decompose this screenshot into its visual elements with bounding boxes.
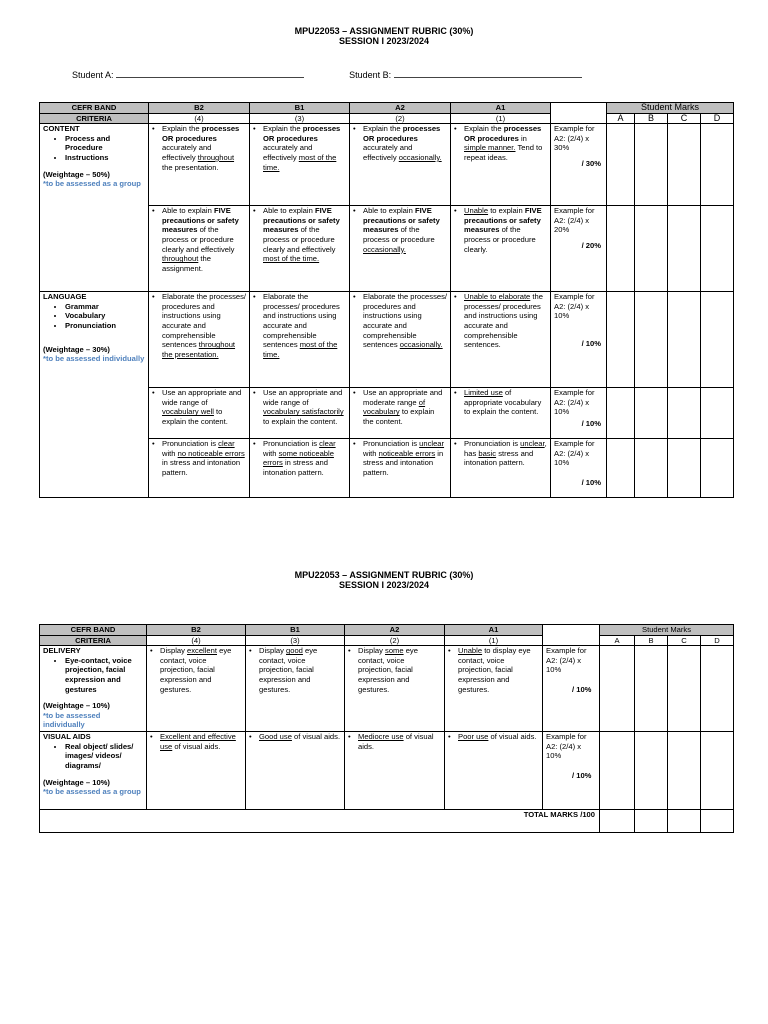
mark-input-c[interactable] — [668, 732, 701, 810]
descriptor-cell: • Pronunciation is clear with no noticeable errors in stress and intonation pattern. — [149, 439, 250, 498]
descriptor-cell: • Elaborate the processes/ procedures and instructions using accurate and comprehensible sentences occasionally. — [350, 292, 451, 388]
criterion-weightage: (Weightage – 10%) — [43, 777, 110, 787]
mark-input-b[interactable] — [635, 124, 668, 206]
criteria-header: CRITERIA — [40, 113, 149, 124]
rubric-title-2: MPU22053 – ASSIGNMENT RUBRIC (30%) — [294, 570, 474, 580]
example-score: / 10% — [581, 477, 601, 487]
criterion-title: VISUAL AIDS — [43, 732, 91, 742]
score-a2: (2) — [350, 113, 451, 124]
descriptor-cell: • Poor use of visual aids. — [445, 732, 543, 810]
mark-input-b[interactable] — [635, 732, 668, 810]
example-score: / 20% — [581, 240, 601, 250]
mark-input-d[interactable] — [701, 439, 734, 498]
descriptor-cell: • Unable to elaborate the processes/ procedures and instructions using accurate and comprehensible sentences. — [451, 292, 551, 388]
marks-col-c: C — [668, 113, 701, 124]
criterion-visual-aids — [40, 732, 147, 810]
descriptor-cell: • Elaborate the processes/ procedures and instructions using accurate and comprehensible sentences throughout the presentation. — [149, 292, 250, 388]
total-marks-label: TOTAL MARKS /100 — [40, 810, 600, 833]
criterion-note: *to be assessed as a group — [43, 179, 141, 189]
mark-input-a[interactable] — [607, 388, 635, 439]
criterion-item: • Vocabulary — [65, 311, 145, 321]
mark-input-b[interactable] — [635, 292, 668, 388]
criterion-content — [40, 124, 149, 292]
criterion-item: • Pronunciation — [65, 321, 145, 331]
student-a-line[interactable] — [116, 69, 304, 78]
mark-input-d[interactable] — [701, 206, 734, 292]
cefr-band-header: CEFR BAND — [40, 625, 147, 636]
descriptor-cell: • Mediocre use of visual aids. — [345, 732, 445, 810]
example-header-blank — [543, 625, 600, 646]
band-b1: B1 — [246, 625, 345, 636]
criterion-title: LANGUAGE — [43, 292, 87, 302]
criterion-title: CONTENT — [43, 124, 80, 134]
student-b-line[interactable] — [394, 69, 582, 78]
descriptor-cell: • Use an appropriate and wide range of vocabulary well to explain the content. — [149, 388, 250, 439]
total-mark-c[interactable] — [668, 810, 701, 833]
example-score: / 10% — [572, 684, 592, 694]
total-mark-d[interactable] — [701, 810, 734, 833]
mark-input-c[interactable] — [668, 388, 701, 439]
descriptor-cell: • Explain the processes OR procedures accurately and effectively most of the time. — [250, 124, 350, 206]
descriptor-cell: • Use an appropriate and wide range of vocabulary satisfactorily to explain the content. — [250, 388, 350, 439]
mark-input-b[interactable] — [635, 439, 668, 498]
example-score: / 30% — [581, 158, 601, 168]
example-score: / 10% — [581, 338, 601, 348]
marks-col-a: A — [600, 635, 635, 646]
mark-input-c[interactable] — [668, 124, 701, 206]
criterion-title: DELIVERY — [43, 646, 81, 656]
mark-input-a[interactable] — [607, 206, 635, 292]
descriptor-cell: • Explain the processes OR procedures accurately and effectively throughout the presentation. — [149, 124, 250, 206]
mark-input-c[interactable] — [668, 646, 701, 732]
descriptor-cell: • Elaborate the processes/ procedures and instructions using accurate and comprehensible sentences most of the time. — [250, 292, 350, 388]
criteria-header: CRITERIA — [40, 635, 147, 646]
score-b2: (4) — [147, 635, 246, 646]
student-fields — [72, 69, 692, 81]
band-b2: B2 — [149, 103, 250, 114]
example-header-blank — [551, 103, 607, 124]
criterion-note: *to be assessed individually — [43, 710, 101, 730]
descriptor-cell: • Use an appropriate and moderate range of vocabulary to explain the content. — [350, 388, 451, 439]
example-cell: Example for A2: (2/4) x 10% / 10% — [551, 388, 607, 439]
band-b2: B2 — [147, 625, 246, 636]
session-title-2: SESSION I 2023/2024 — [338, 580, 430, 590]
descriptor-cell: • Limited use of appropriate vocabulary to explain the content. — [451, 388, 551, 439]
example-cell: Example for A2: (2/4) x 10% / 10% — [551, 292, 607, 388]
score-a1: (1) — [445, 635, 543, 646]
rubric-table-1 — [39, 102, 734, 498]
criterion-note: *to be assessed individually — [43, 354, 145, 364]
marks-col-a: A — [607, 113, 635, 124]
criterion-note: *to be assessed as a group — [43, 787, 141, 797]
criterion-weightage: (Weightage – 10%) — [43, 701, 110, 711]
score-a1: (1) — [451, 113, 551, 124]
descriptor-cell: • Display excellent eye contact, voice projection, facial expression and gestures. — [147, 646, 246, 732]
mark-input-b[interactable] — [635, 646, 668, 732]
example-score: / 10% — [581, 418, 601, 428]
band-a2: A2 — [350, 103, 451, 114]
descriptor-cell: • Pronunciation is clear with some noticeable errors in stress and intonation pattern. — [250, 439, 350, 498]
example-cell: Example for A2: (2/4) x 10% / 10% — [551, 439, 607, 498]
criterion-language — [40, 292, 149, 498]
example-cell: Example for A2: (2/4) x 30% / 30% — [551, 124, 607, 206]
criterion-item: • Instructions — [65, 153, 145, 163]
score-b2: (4) — [149, 113, 250, 124]
example-cell: Example for A2: (2/4) x 10% / 10% — [543, 646, 600, 732]
mark-input-b[interactable] — [635, 388, 668, 439]
criterion-item: • Eye-contact, voice projection, facial expression and gestures — [65, 656, 143, 694]
criterion-weightage: (Weightage – 50%) — [43, 169, 110, 179]
mark-input-c[interactable] — [668, 292, 701, 388]
mark-input-d[interactable] — [701, 124, 734, 206]
total-mark-a[interactable] — [600, 810, 635, 833]
descriptor-cell: • Good use of visual aids. — [246, 732, 345, 810]
marks-col-d: D — [701, 113, 734, 124]
mark-input-d[interactable] — [701, 388, 734, 439]
total-mark-b[interactable] — [635, 810, 668, 833]
session-title-1: SESSION I 2023/2024 — [338, 36, 430, 46]
band-a1: A1 — [445, 625, 543, 636]
student-b-label: Student B: — [349, 70, 392, 80]
marks-col-b: B — [635, 113, 668, 124]
example-cell: Example for A2: (2/4) x 20% / 20% — [551, 206, 607, 292]
criterion-weightage: (Weightage – 30%) — [43, 344, 110, 354]
mark-input-a[interactable] — [600, 732, 635, 810]
rubric-table-2 — [39, 624, 734, 833]
descriptor-cell: • Explain the processes OR procedures in simple manner. Tend to repeat ideas. — [451, 124, 551, 206]
score-a2: (2) — [345, 635, 445, 646]
cefr-band-header: CEFR BAND — [40, 103, 149, 114]
criterion-delivery — [40, 646, 147, 732]
marks-col-b: B — [635, 635, 668, 646]
descriptor-cell: • Able to explain FIVE precautions or safety measures of the process or procedure occasionally. — [350, 206, 451, 292]
descriptor-cell: • Unable to explain FIVE precautions or safety measures of the process or procedure clearly. — [451, 206, 551, 292]
student-marks-header: Student Marks — [607, 103, 734, 114]
marks-col-d: D — [701, 635, 734, 646]
mark-input-a[interactable] — [607, 439, 635, 498]
student-marks-header: Student Marks — [600, 625, 734, 636]
mark-input-a[interactable] — [600, 646, 635, 732]
mark-input-a[interactable] — [607, 292, 635, 388]
marks-col-c: C — [668, 635, 701, 646]
mark-input-d[interactable] — [701, 292, 734, 388]
band-a1: A1 — [451, 103, 551, 114]
score-b1: (3) — [246, 635, 345, 646]
descriptor-cell: • Explain the processes OR procedures accurately and effectively occasionally. — [350, 124, 451, 206]
example-score: / 10% — [572, 770, 592, 780]
descriptor-cell: • Unable to display eye contact, voice projection, facial expression and gestures. — [445, 646, 543, 732]
mark-input-c[interactable] — [668, 206, 701, 292]
mark-input-d[interactable] — [701, 646, 734, 732]
descriptor-cell: • Pronunciation is unclear, has basic stress and intonation pattern. — [451, 439, 551, 498]
student-a-label: Student A: — [72, 70, 114, 80]
rubric-title-1: MPU22053 – ASSIGNMENT RUBRIC (30%) — [294, 26, 474, 36]
mark-input-a[interactable] — [607, 124, 635, 206]
descriptor-cell: • Display good eye contact, voice projection, facial expression and gestures. — [246, 646, 345, 732]
criterion-item: • Grammar — [65, 302, 145, 312]
mark-input-b[interactable] — [635, 206, 668, 292]
descriptor-cell: • Excellent and effective use of visual aids. — [147, 732, 246, 810]
criterion-item: • Process and Procedure — [65, 134, 145, 153]
descriptor-cell: • Display some eye contact, voice projection, facial expression and gestures. — [345, 646, 445, 732]
mark-input-c[interactable] — [668, 439, 701, 498]
band-b1: B1 — [250, 103, 350, 114]
band-a2: A2 — [345, 625, 445, 636]
descriptor-cell: • Pronunciation is unclear with noticeable errors in stress and intonation pattern. — [350, 439, 451, 498]
descriptor-cell: • Able to explain FIVE precautions or safety measures of the process or procedure clearly and effectively throughout the assignment. — [149, 206, 250, 292]
example-cell: Example for A2: (2/4) x 10% / 10% — [543, 732, 600, 810]
descriptor-cell: • Able to explain FIVE precautions or safety measures of the process or procedure clearly and effectively most of the time. — [250, 206, 350, 292]
criterion-item: • Real object/ slides/ images/ videos/ diagrams/ — [65, 742, 143, 771]
score-b1: (3) — [250, 113, 350, 124]
mark-input-d[interactable] — [701, 732, 734, 810]
